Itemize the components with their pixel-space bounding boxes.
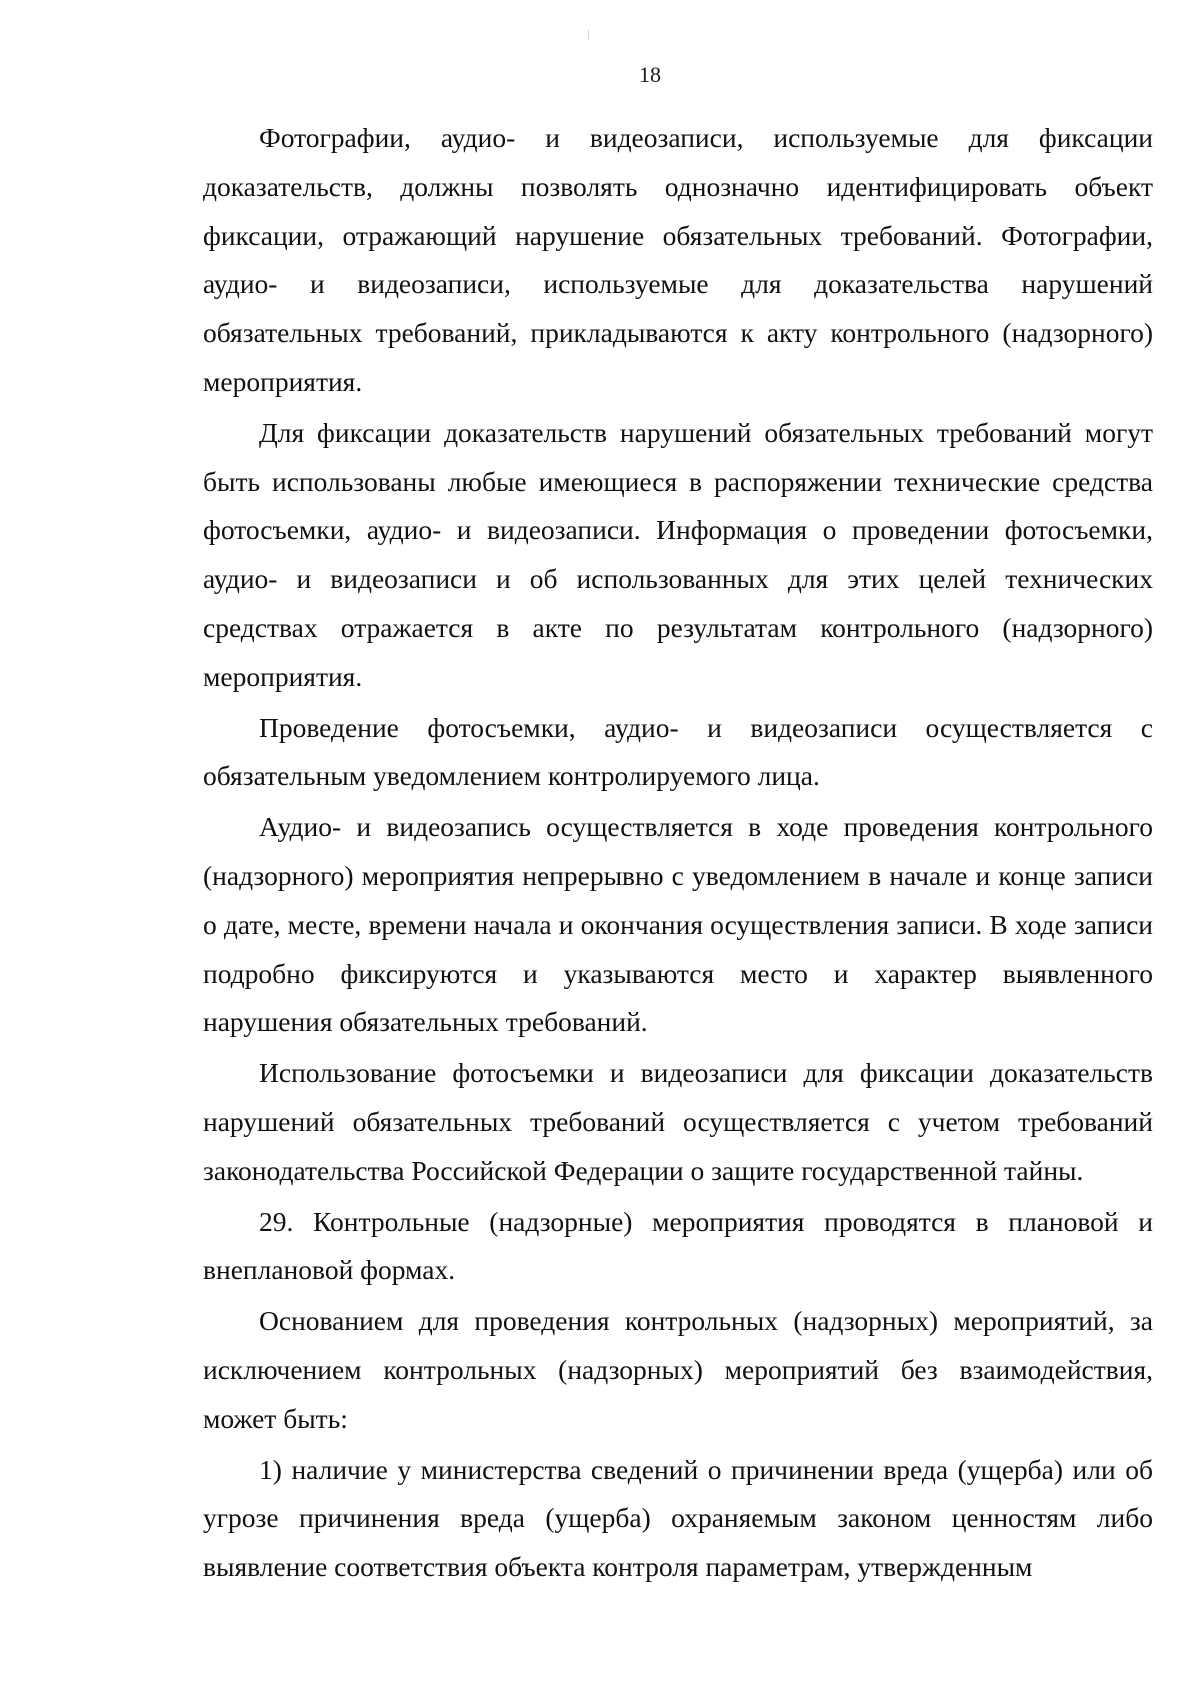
page-number: 18 — [639, 62, 661, 87]
document-body — [203, 114, 1153, 1592]
paragraph-notification: Проведение фотосъемки, аудио- и видеозаписи осуществляется с обязательным уведомлением контролируемого лица. — [203, 711, 1153, 792]
paragraph-ground-1: 1) наличие у министерства сведений о причинении вреда (ущерба) или об угрозе причинения вреда (ущерба) охраняемым законом ценностям либо выявление соответствия объекта контроля параметрам, утвержденным — [203, 1453, 1153, 1583]
paragraph-item-29: 29. Контрольные (надзорные) мероприятия проводятся в плановой и внеплановой формах. — [203, 1205, 1153, 1286]
paragraph-grounds: Основанием для проведения контрольных (надзорных) мероприятий, за исключением контрольных (надзорных) мероприятий без взаимодействия, может быть: — [203, 1305, 1153, 1434]
scan-artifact — [588, 30, 589, 40]
paragraph-photo-video-requirements: Фотографии, аудио- и видеозаписи, используемые для фиксации доказательств, должны позволять однозначно идентифицировать объект фиксации, отражающий нарушение обязательных требований. Фотографии, аудио- и видеозаписи, используемые для доказательства нарушений обязательных требований, прикладываются к акту контрольного (надзорного) мероприятия. — [203, 122, 1153, 397]
paragraph-evidence-technical-means: Для фиксации доказательств нарушений обязательных требований могут быть использованы любые имеющиеся в распоряжении технические средства фотосъемки, аудио- и видеозаписи. Информация о проведении фотосъемки, аудио- и видеозаписи и об использованных для этих целей технических средствах отражается в акте по результатам контрольного (надзорного) мероприятия. — [203, 416, 1153, 692]
paragraph-state-secret: Использование фотосъемки и видеозаписи для фиксации доказательств нарушений обязательных требований осуществляется с учетом требований законодательства Российской Федерации о защите государственной тайны. — [203, 1057, 1153, 1186]
paragraph-recording-procedure: Аудио- и видеозапись осуществляется в ходе проведения контрольного (надзорного) мероприятия непрерывно с уведомлением в начале и конце записи о дате, месте, времени начала и окончания осуществления записи. В ходе записи подробно фиксируются и указываются место и характер выявленного нарушения обязательных требований. — [203, 811, 1153, 1038]
